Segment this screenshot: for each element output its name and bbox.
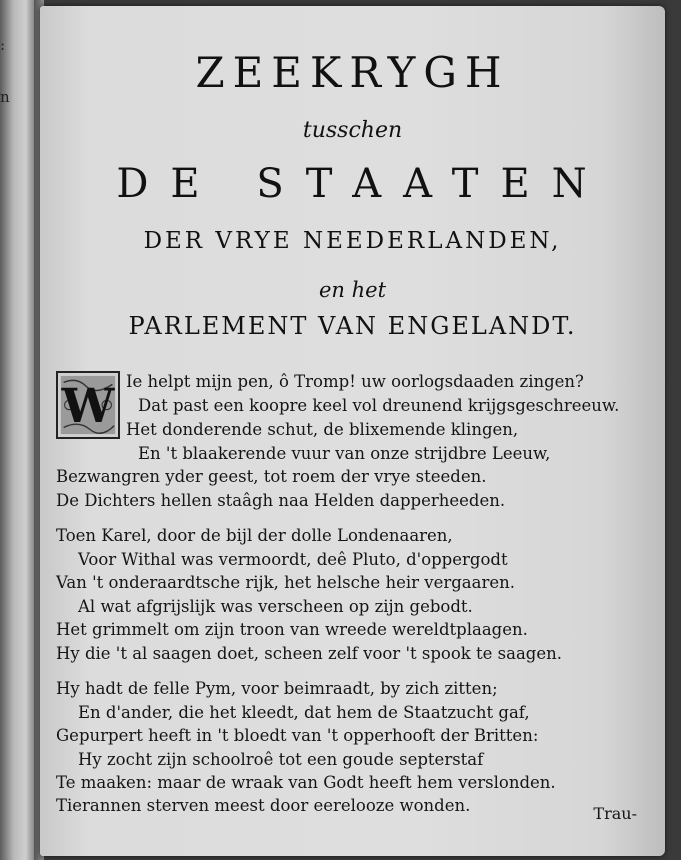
verse-line: Het grimmelt om zijn troon van wreede wereldtplaagen. — [56, 620, 528, 639]
verse-line: Het donderende schut, de blixemende klingen, — [126, 420, 519, 439]
left-page-fragment: : — [0, 36, 6, 54]
verse-line: Bezwangren yder geest, tot roem der vrye steeden. — [56, 467, 487, 486]
verse-line: Tierannen sterven meest door eereloоze wonden. — [56, 796, 471, 815]
verse-line: Dat past een koopre keel vol dreunend krijgsgeschreeuw. — [138, 396, 620, 415]
title-and: en het — [318, 278, 387, 302]
verse-line: Te maaken: maar de wraak van Godt heeft hem verslonden. — [56, 773, 556, 792]
verse-line: Toen Karel, door de bijl der dolle Londenaaren, — [56, 526, 453, 545]
verse-line: De Dichters hellen staâgh naa Helden dapperheeden. — [56, 491, 506, 510]
svg-text:W: W — [61, 378, 115, 434]
decorated-initial — [56, 371, 120, 439]
initial-ornament-icon — [58, 373, 118, 437]
verse-line: Gepurpert heeft in 't bloedt van 't opperhooft der Britten: — [56, 726, 539, 745]
verse-line: Al wat afgrijslijk was verscheen op zijn gebodt. — [78, 597, 473, 616]
title-main: ZEEKRYGH — [195, 48, 510, 97]
verse-line: Ie helpt mijn pen, ô Tromp! uw oorlogsdaaden zingen? — [126, 372, 584, 391]
book-page — [40, 6, 665, 856]
title-connector: tusschen — [302, 118, 403, 143]
verse-line: Voor Withal was vermoordt, deê Pluto, d'oppergodt — [78, 550, 508, 569]
title-netherlands: DER VRYE NEEDERLANDEN, — [143, 228, 562, 254]
title-states: DE STAATEN — [116, 161, 609, 207]
verse-line: Hy die 't al saagen doet, scheen zelf voor 't spook te saagen. — [56, 644, 562, 663]
catchword: Trau- — [593, 804, 637, 823]
verse-line: En d'ander, die het kleedt, dat hem de Staatzucht gaf, — [78, 703, 530, 722]
title-parliament: PARLEMENT VAN ENGELANDT. — [128, 312, 577, 340]
verse-line: Van 't onderaardtsche rijk, het helsche heir vergaaren. — [56, 573, 515, 592]
left-page-edge — [0, 0, 34, 860]
verse-line: Hy hadt de felle Pym, voor beimraadt, by zich zitten; — [56, 679, 498, 698]
verse-line: En 't blaakerende vuur van onze strijdbre Leeuw, — [138, 444, 551, 463]
verse-line: Hy zocht zijn schoolroê tot een goude septerstaf — [78, 750, 484, 769]
left-page-fragment: n — [0, 88, 10, 106]
